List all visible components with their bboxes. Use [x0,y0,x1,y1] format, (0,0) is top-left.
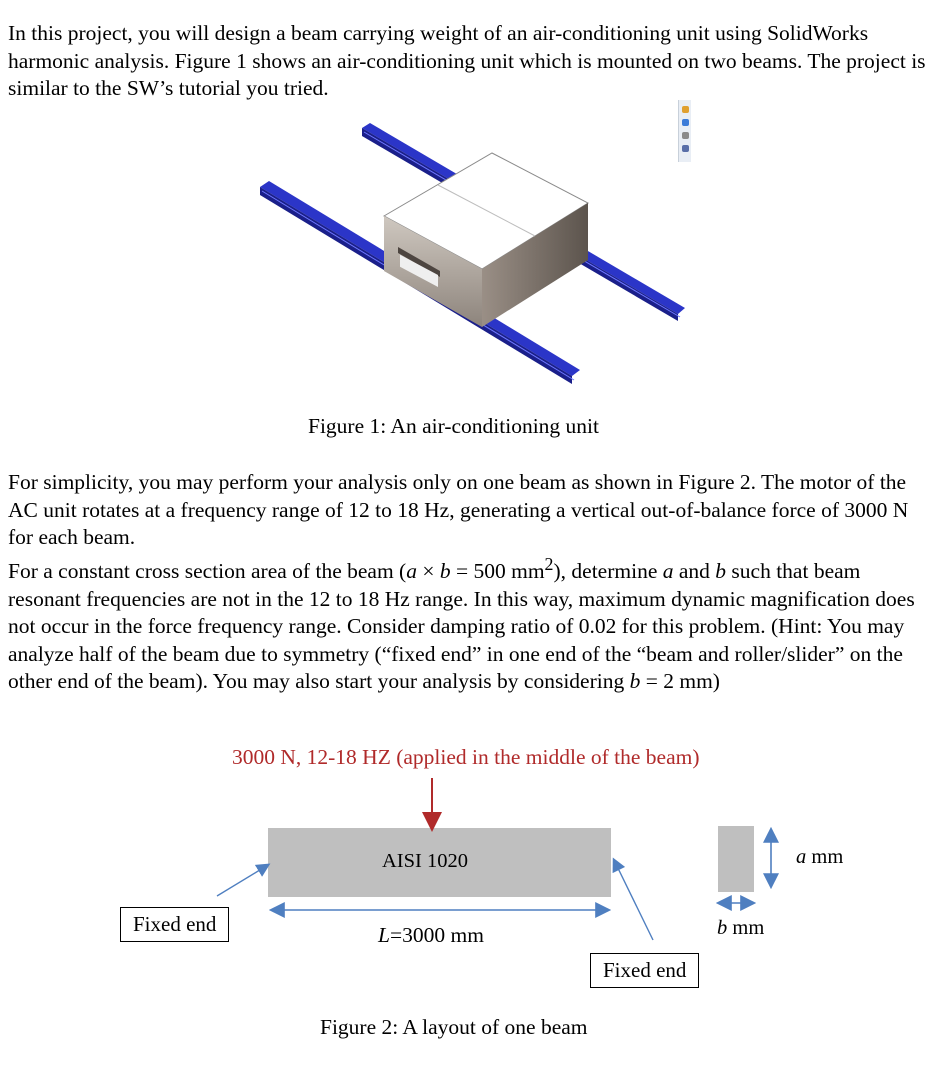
figure2-caption: Figure 2: A layout of one beam [320,1015,588,1039]
toolbar-strip [678,100,691,162]
toolbar-icon [682,106,689,113]
toolbar-icon [682,132,689,139]
cross-section-rectangle [718,826,754,892]
ac-unit-box [384,153,588,327]
dimension-b-label: b mm [717,917,765,939]
simplicity-paragraph: For simplicity, you may perform your analysis only on one beam as shown in Figure 2. The motor of the AC unit rotates at a frequency range of 12 to 18 Hz, generating a vertical out-of-balance force of 3000 N for each beam. [8,470,909,549]
force-label: 3000 N, 12-18 HZ (applied in the middle of the beam) [232,745,700,769]
ac-unit-illustration [250,95,700,395]
intro-paragraph: In this project, you will design a beam carrying weight of an air-conditioning unit using SolidWorks harmonic analysis. Figure 1 shows an air-conditioning unit which is mounted on two beams. The project is similar to the SW’s tutorial you tried. [8,21,926,100]
fixed-end-right-label: Fixed end [590,953,699,988]
design-task-paragraph: For a constant cross section area of the beam (a × b = 500 $mm^2$), determine a and b such that beam resonant frequencies are not in the 12 to 18 Hz range. In this way, maximum dynamic magnification does not occur in the force frequency range. Consider damping ratio of 0.02 for this problem. (Hint: You may analyze half of the beam due to symmetry (“fixed end” in one end of the “beam and roller/slider” on the other end of the beam). You may also start your analysis by considering b = 2 mm) [8,554,915,694]
beam-length-label: L=3000 mm [378,923,484,947]
fixed-end-left-label: Fixed end [120,907,229,942]
fixed-end-left-pointer [217,865,268,896]
toolbar-icon [682,119,689,126]
dimension-a-label: a mm [796,846,844,868]
figure1-caption: Figure 1: An air-conditioning unit [308,414,599,438]
beam-material-label: AISI 1020 [382,850,468,872]
fixed-end-right-pointer [614,860,653,940]
toolbar-icon [682,145,689,152]
